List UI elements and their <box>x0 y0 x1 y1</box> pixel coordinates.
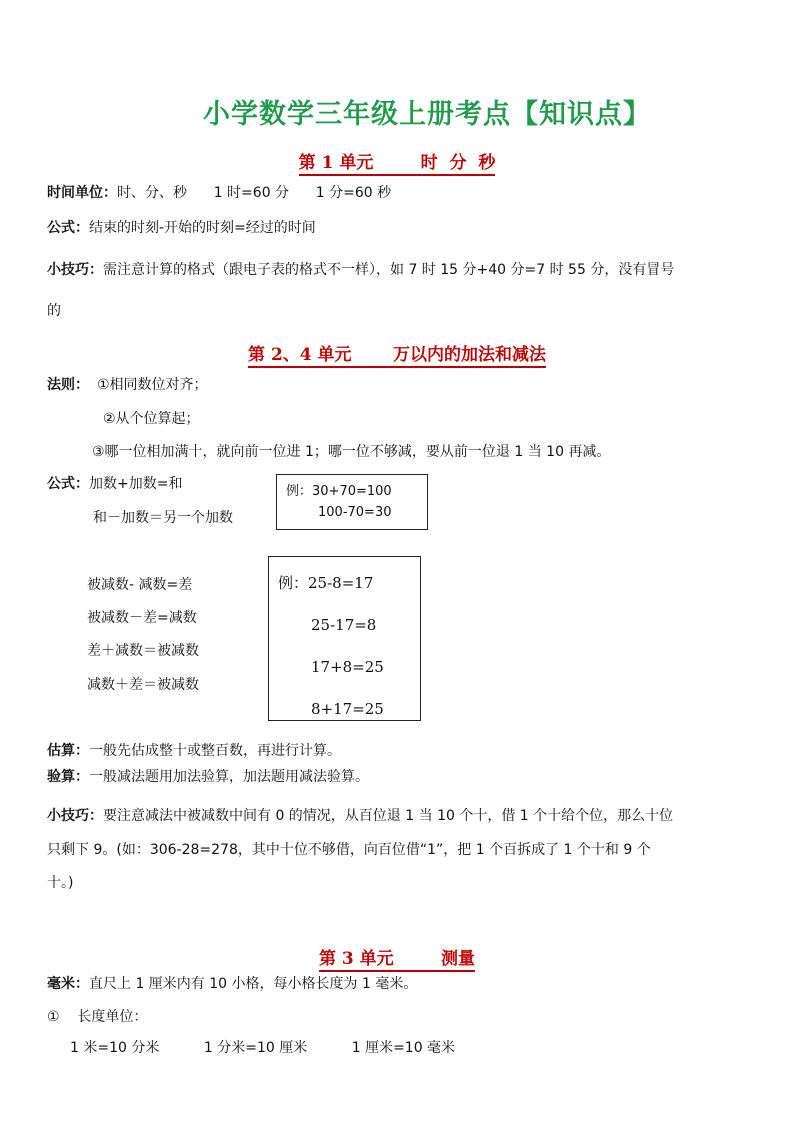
unit1-tip-line <box>47 260 674 280</box>
rule-line-1 <box>47 375 208 395</box>
sub-formula-4: 减数＋差＝被减数 <box>87 677 199 693</box>
example-expression: 100-70=30 <box>318 505 392 520</box>
page-title: 小学数学三年级上册考点【知识点】 <box>203 99 651 130</box>
length-conversions: 1 米=10 分米 1 分米=10 厘米 1 厘米=10 毫米 <box>70 1040 456 1056</box>
sub-formula-2: 被减数－差=减数 <box>87 610 197 626</box>
unit1-formula-label: 公式： <box>47 220 89 236</box>
time-units-text: 时、分、秒 1 时=60 分 1 分=60 秒 <box>117 185 392 201</box>
unit1-heading-text: 第 1 单元 时 分 秒 <box>299 153 496 176</box>
unit1-tip-text: 需注意计算的格式（跟电子表的格式不一样），如 7 时 15 分+40 分=7 时 55 分，没有冒号 <box>103 262 675 278</box>
length-units-label: ① 长度单位： <box>47 1009 148 1025</box>
example-box-subtraction <box>268 556 421 721</box>
add-formula-1: 加数+加数=和 <box>89 476 183 492</box>
unit1-tip-label: 小技巧： <box>47 262 103 278</box>
example-label: 例： <box>286 484 313 499</box>
add-formula-2: 和－加数＝另一个加数 <box>93 510 233 526</box>
estimate-text: 一般先估成整十或整百数，再进行计算。 <box>89 743 341 759</box>
unit24-heading-text: 第 2、4 单元 万以内的加法和减法 <box>248 345 546 368</box>
mm-line <box>47 974 417 994</box>
example-expression: 30+70=100 <box>312 484 392 499</box>
estimate-label: 估算： <box>47 743 89 759</box>
example2-expression: 17+8=25 <box>311 658 384 676</box>
unit1-formula-line <box>47 218 316 238</box>
unit24-tip-text-1: 要注意减法中被减数中间有 0 的情况，从百位退 1 当 10 个十，借 1 个十给个位，那么十位 <box>103 808 674 824</box>
unit3-heading <box>0 944 794 969</box>
mm-text: 直尺上 1 厘米内有 10 小格，每小格长度为 1 毫米。 <box>89 976 418 992</box>
unit3-heading-text: 第 3 单元 测量 <box>319 949 475 972</box>
sub-formula-1: 被减数- 减数=差 <box>87 577 193 593</box>
unit24-tip-line-1 <box>47 806 673 826</box>
example2-label: 例： <box>278 574 309 592</box>
example2-expression: 8+17=25 <box>311 700 384 718</box>
time-units-label: 时间单位： <box>47 185 117 201</box>
time-units-line <box>47 183 391 203</box>
add-formula-line <box>47 474 182 494</box>
check-text: 一般减法题用加法验算，加法题用减法验算。 <box>89 769 369 785</box>
rule-item-2: ②从个位算起； <box>103 411 200 427</box>
rule-item-1: ①相同数位对齐； <box>97 377 208 393</box>
unit24-formula-label: 公式： <box>47 476 89 492</box>
example-box-addition <box>276 474 428 530</box>
example2-line <box>278 573 373 593</box>
example2-expression: 25-17=8 <box>311 616 377 634</box>
unit24-tip-line-3: 十。) <box>47 875 74 891</box>
unit1-formula-text: 结束的时刻-开始的时刻=经过的时间 <box>89 220 316 236</box>
unit24-heading <box>0 340 794 365</box>
estimate-line <box>47 741 341 761</box>
example2-expression: 25-8=17 <box>308 574 374 592</box>
example-line <box>286 482 392 502</box>
check-line <box>47 767 369 787</box>
unit24-tip-line-2: 只剩下 9。(如：306-28=278，其中十位不够借，向百位借“1”，把 1 个百拆成了 1 个十和 9 个 <box>47 842 651 858</box>
unit1-tip-continuation: 的 <box>47 303 61 319</box>
unit24-tip-label: 小技巧： <box>47 808 103 824</box>
check-label: 验算： <box>47 769 89 785</box>
rule-item-3: ③哪一位相加满十，就向前一位进 1；哪一位不够减，要从前一位退 1 当 10 再减。 <box>92 444 611 460</box>
mm-label: 毫米： <box>47 976 89 992</box>
rule-label: 法则： <box>47 377 89 393</box>
sub-formula-3: 差＋减数＝被减数 <box>87 643 199 659</box>
unit1-heading <box>0 148 794 173</box>
